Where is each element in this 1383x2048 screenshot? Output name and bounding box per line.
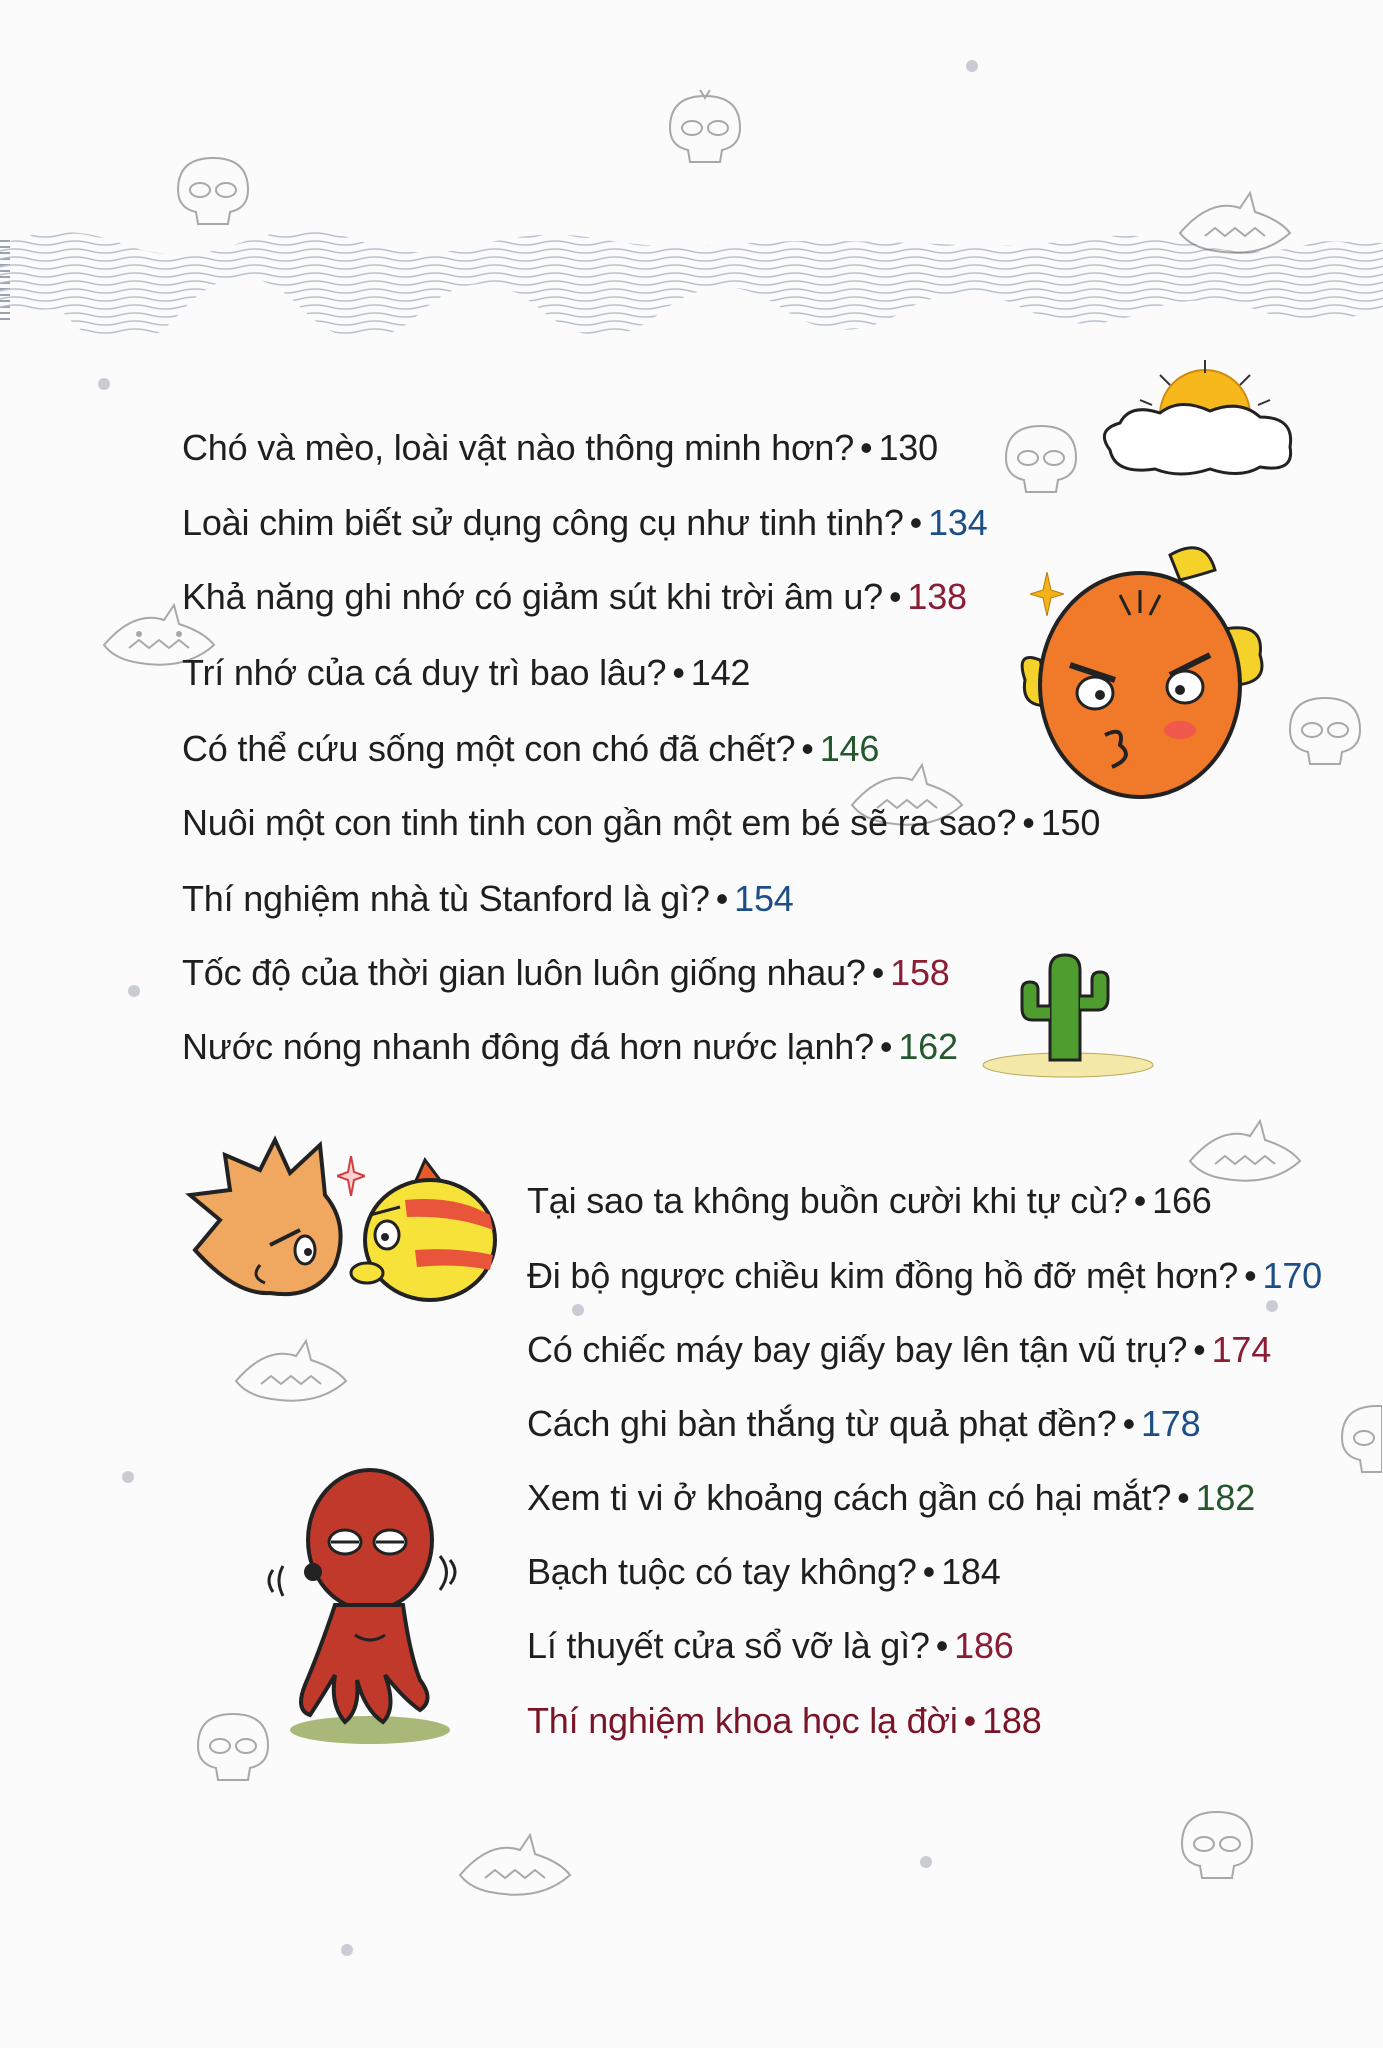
- toc-separator: •: [1022, 802, 1035, 843]
- toc-entry[interactable]: [182, 501, 988, 545]
- toc-entry-page: 138: [907, 576, 967, 617]
- toc-entry-page: 154: [734, 878, 794, 919]
- toc-entry-title: Nước nóng nhanh đông đá hơn nước lạnh?: [182, 1026, 874, 1067]
- toc-entry-page: 166: [1152, 1180, 1212, 1221]
- toc-entry-title: Thí nghiệm khoa học lạ đời: [527, 1700, 958, 1741]
- toc-separator: •: [922, 1551, 936, 1592]
- toc-entry[interactable]: [182, 951, 950, 995]
- toc-separator: •: [1122, 1403, 1135, 1444]
- toc-entry-page: 130: [878, 427, 938, 468]
- toc-entry-page: 134: [928, 502, 988, 543]
- toc-entry-title: Trí nhớ của cá duy trì bao lâu?: [182, 652, 667, 693]
- toc-separator: •: [909, 502, 923, 543]
- toc-entry[interactable]: [527, 1254, 1322, 1298]
- toc-entry[interactable]: [182, 1025, 958, 1069]
- toc-entry-page: 142: [690, 652, 751, 693]
- toc-entry-title: Đi bộ ngược chiều kim đồng hồ đỡ mệt hơn?: [527, 1255, 1239, 1296]
- toc-entry-page: 174: [1211, 1329, 1272, 1370]
- toc-entry[interactable]: [182, 651, 750, 695]
- toc-entry[interactable]: [527, 1550, 1001, 1594]
- toc-entry-page: 162: [898, 1026, 958, 1067]
- toc-separator: •: [935, 1625, 949, 1666]
- toc-separator: •: [715, 878, 729, 919]
- toc-entry-title: Loài chim biết sử dụng công cụ như tinh tinh?: [182, 502, 904, 543]
- toc-separator: •: [801, 728, 814, 769]
- toc-separator: •: [871, 952, 885, 993]
- toc-separator: •: [1244, 1255, 1257, 1296]
- toc-separator: •: [889, 576, 902, 617]
- toc-entry[interactable]: [527, 1402, 1200, 1446]
- toc-separator: •: [860, 427, 873, 468]
- toc-entry-title: Bạch tuộc có tay không?: [527, 1551, 917, 1592]
- toc-entry-title: Khả năng ghi nhớ có giảm sút khi trời âm u?: [182, 576, 883, 617]
- toc-entry-title: Tốc độ của thời gian luôn luôn giống nhau?: [182, 952, 866, 993]
- toc-entry-page: 150: [1040, 802, 1101, 843]
- toc-entry-title: Có thể cứu sống một con chó đã chết?: [182, 728, 796, 769]
- toc-entry-title: Lí thuyết cửa sổ vỡ là gì?: [527, 1625, 930, 1666]
- toc-entry[interactable]: [182, 426, 938, 470]
- toc-entry-title: Tại sao ta không buồn cười khi tự cù?: [527, 1180, 1128, 1221]
- toc-entry-title: Thí nghiệm nhà tù Stanford là gì?: [182, 878, 710, 919]
- toc-entry[interactable]: [527, 1699, 1042, 1743]
- toc-entry[interactable]: [527, 1179, 1212, 1223]
- toc-separator: •: [672, 652, 685, 693]
- toc-entry[interactable]: [182, 575, 967, 619]
- toc-entry-page: 182: [1195, 1477, 1256, 1518]
- toc-entry[interactable]: [182, 727, 879, 771]
- toc-separator: •: [1133, 1180, 1147, 1221]
- toc-entry[interactable]: [527, 1328, 1271, 1372]
- toc-entry-page: 170: [1262, 1255, 1322, 1296]
- toc-entry-title: Có chiếc máy bay giấy bay lên tận vũ trụ?: [527, 1329, 1188, 1370]
- toc-separator: •: [963, 1700, 977, 1741]
- toc-entry-page: 178: [1140, 1403, 1201, 1444]
- toc-entry-title: Chó và mèo, loài vật nào thông minh hơn?: [182, 427, 855, 468]
- toc-entry[interactable]: [182, 877, 794, 921]
- toc-separator: •: [879, 1026, 893, 1067]
- toc-entry-page: 158: [890, 952, 950, 993]
- toc-entry-page: 188: [982, 1700, 1042, 1741]
- toc-separator: •: [1177, 1477, 1190, 1518]
- toc-entry[interactable]: [527, 1624, 1014, 1668]
- toc-separator: •: [1193, 1329, 1206, 1370]
- toc-entry-title: Nuôi một con tinh tinh con gần một em bé sẽ ra sao?: [182, 802, 1017, 843]
- toc-entry[interactable]: [182, 801, 1100, 845]
- toc-entry-title: Xem ti vi ở khoảng cách gần có hại mắt?: [527, 1477, 1172, 1518]
- toc-entry-page: 186: [954, 1625, 1014, 1666]
- toc-entry-title: Cách ghi bàn thắng từ quả phạt đền?: [527, 1403, 1117, 1444]
- toc-entry-page: 184: [941, 1551, 1001, 1592]
- toc-entry-page: 146: [819, 728, 880, 769]
- toc-entry[interactable]: [527, 1476, 1255, 1520]
